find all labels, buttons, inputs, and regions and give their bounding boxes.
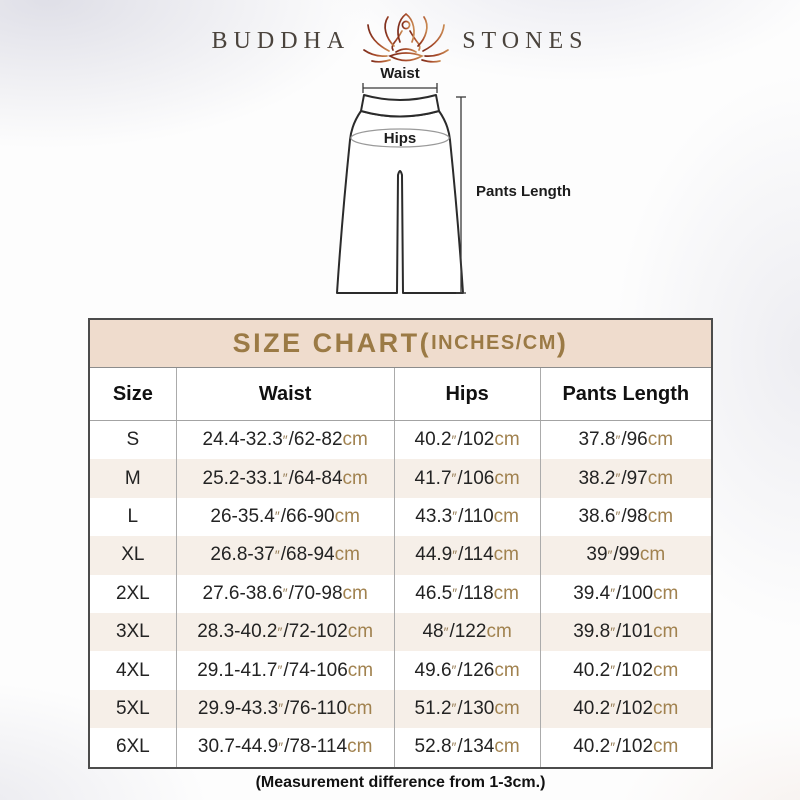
cm-unit: cm [494,429,520,451]
hips-cell [394,728,540,766]
cm-unit: cm [493,582,519,604]
size-cell: L [127,505,139,527]
inch-mark: ″ [451,471,457,487]
length-cm: /102 [616,697,654,719]
inch-mark: ″ [277,624,283,640]
size-cell: 2XL [115,582,150,604]
size-cell: XL [121,544,145,566]
inch-mark: ″ [451,663,457,679]
hips-cell [394,421,540,459]
cm-unit: cm [494,697,520,719]
inch-mark: ″ [452,547,458,563]
hips-cm: /126 [457,659,495,681]
length-inches: 39.4 [573,582,611,604]
length-cm: /102 [616,736,654,758]
hips-inches: 44.9 [415,544,453,566]
waist-cm: /62-82 [288,429,343,451]
size-cell: 5XL [115,697,150,719]
table-row [90,613,711,651]
length-cm: /98 [621,505,648,527]
cm-unit: cm [647,467,674,489]
size-chart-table [88,318,713,769]
inch-mark: ″ [452,586,458,602]
title-sub: INCHES/CM [431,332,557,354]
waist-cm: /70-98 [288,582,343,604]
length-inches: 38.6 [578,505,616,527]
inch-mark: ″ [610,739,616,755]
length-inches: 37.8 [578,429,616,451]
inch-mark: ″ [451,432,457,448]
waist-cell [176,536,394,574]
waist-cm: /68-94 [280,544,335,566]
inch-mark: ″ [443,624,449,640]
cm-unit: cm [653,582,679,604]
header-hips: Hips [394,368,540,420]
table-row [90,728,711,766]
hips-label: Hips [383,130,417,147]
cm-unit: cm [342,429,368,451]
length-cm: /101 [616,621,654,643]
cm-unit: cm [647,505,674,527]
hips-inches: 43.3 [415,505,453,527]
hips-cm: /110 [458,505,494,527]
hips-cell [394,459,540,497]
inch-mark: ″ [282,471,288,487]
pants-waistband [361,95,439,117]
length-inches: 39 [586,544,608,566]
waist-measure-line [363,83,437,93]
size-cell: 3XL [115,621,150,643]
cm-unit: cm [486,621,512,643]
cm-unit: cm [347,736,373,758]
inch-mark: ″ [615,471,621,487]
hips-inches: 48 [422,621,444,643]
hips-inches: 51.2 [414,697,452,719]
hips-cell [394,498,540,536]
inch-mark: ″ [278,701,284,717]
inch-mark: ″ [452,509,458,525]
inch-mark: ″ [615,509,621,525]
length-inches: 40.2 [573,659,611,681]
table-row [90,690,711,728]
length-cm: /102 [616,659,654,681]
table-row [90,575,711,613]
hips-inches: 52.8 [414,736,452,758]
cm-unit: cm [493,544,519,566]
size-chart-title-band [90,320,711,368]
hips-inches: 46.5 [415,582,453,604]
length-cm: /96 [621,429,648,451]
hips-inches: 41.7 [414,467,452,489]
inch-mark: ″ [274,547,280,563]
cm-unit: cm [334,505,360,527]
inch-mark: ″ [282,586,288,602]
inch-mark: ″ [610,701,616,717]
waist-inches: 26-35.4 [210,505,275,527]
table-row [90,459,711,497]
waist-cm: /72-102 [283,621,348,643]
cm-unit: cm [653,736,679,758]
waist-cell [176,728,394,766]
header-pants-length: Pants Length [540,368,711,420]
length-cell [540,575,711,613]
cm-unit: cm [334,544,360,566]
cm-unit: cm [347,621,374,643]
waist-cm: /66-90 [280,505,335,527]
cm-unit: cm [342,582,368,604]
inch-mark: ″ [615,432,621,448]
waist-label: Waist [380,65,420,82]
length-cell [540,690,711,728]
waist-cm: /64-84 [288,467,343,489]
waist-inches: 27.6-38.6 [202,582,283,604]
length-cell [540,728,711,766]
length-cm: /100 [616,582,654,604]
header-size: Size [112,382,153,405]
waist-inches: 30.7-44.9 [197,736,279,758]
table-row [90,421,711,459]
inch-mark: ″ [282,432,288,448]
length-cell [540,459,711,497]
table-row [90,536,711,574]
cm-unit: cm [347,659,374,681]
inch-mark: ″ [278,739,284,755]
waist-cm: /74-106 [283,659,348,681]
length-cm: /99 [613,544,640,566]
inch-mark: ″ [274,509,280,525]
inch-mark: ″ [277,663,283,679]
hips-cm: /122 [449,621,487,643]
inch-mark: ″ [451,739,457,755]
inch-mark: ″ [610,624,616,640]
title-close: ) [556,328,569,358]
waist-cell [176,651,394,689]
length-inches: 38.2 [578,467,616,489]
cm-unit: cm [647,429,674,451]
cm-unit: cm [342,467,368,489]
waist-cell [176,575,394,613]
waist-inches: 26.8-37 [210,544,275,566]
hips-cm: /134 [457,736,495,758]
title-main: SIZE CHART( [232,328,432,358]
waist-inches: 29.1-41.7 [197,659,278,681]
waist-inches: 28.3-40.2 [197,621,278,643]
cm-unit: cm [653,659,679,681]
size-cell: 4XL [115,659,150,681]
cm-unit: cm [494,659,520,681]
length-cm: /97 [621,467,648,489]
waist-inches: 25.2-33.1 [202,467,283,489]
hips-cell [394,575,540,613]
brand-word-left: BUDDHA [211,27,351,54]
hips-cm: /118 [458,582,494,604]
hips-inches: 40.2 [414,429,452,451]
cm-unit: cm [494,467,520,489]
cm-unit: cm [347,697,373,719]
waist-cell [176,421,394,459]
hips-cell [394,651,540,689]
hips-inches: 49.6 [414,659,452,681]
table-body [90,421,711,767]
cm-unit: cm [494,736,520,758]
length-cell [540,651,711,689]
waist-cm: /78-114 [284,736,348,758]
waist-cell [176,459,394,497]
waist-cell [176,498,394,536]
hips-cm: /102 [457,429,495,451]
table-header-row [90,368,711,421]
table-row [90,651,711,689]
waist-cm: /76-110 [284,697,348,719]
hips-cm: /106 [457,467,495,489]
waist-inches: 24.4-32.3 [202,429,283,451]
inch-mark: ″ [610,586,616,602]
waist-cell [176,613,394,651]
length-inches: 40.2 [573,736,611,758]
cm-unit: cm [653,697,679,719]
cm-unit: cm [653,621,679,643]
length-cell [540,536,711,574]
size-cell: 6XL [115,736,150,758]
hips-cm: /130 [457,697,495,719]
hips-cell [394,613,540,651]
waist-inches: 29.9-43.3 [197,697,279,719]
length-inches: 40.2 [573,697,611,719]
length-cell [540,498,711,536]
measurement-note: (Measurement difference from 1-3cm.) [255,774,546,791]
header-waist: Waist [176,368,394,420]
pants-length-label: Pants Length [476,183,572,200]
size-cell: M [124,467,141,489]
inch-mark: ″ [607,547,613,563]
length-cell [540,613,711,651]
length-cell [540,421,711,459]
inch-mark: ″ [451,701,457,717]
length-inches: 39.8 [573,621,611,643]
table-row [90,498,711,536]
hips-cell [394,690,540,728]
cm-unit: cm [639,544,666,566]
brand-word-right: STONES [462,27,589,54]
hips-cell [394,536,540,574]
hips-cm: /114 [458,544,494,566]
size-cell: S [126,429,140,451]
inch-mark: ″ [610,663,616,679]
cm-unit: cm [493,505,519,527]
pants-diagram [280,58,580,318]
waist-cell [176,690,394,728]
